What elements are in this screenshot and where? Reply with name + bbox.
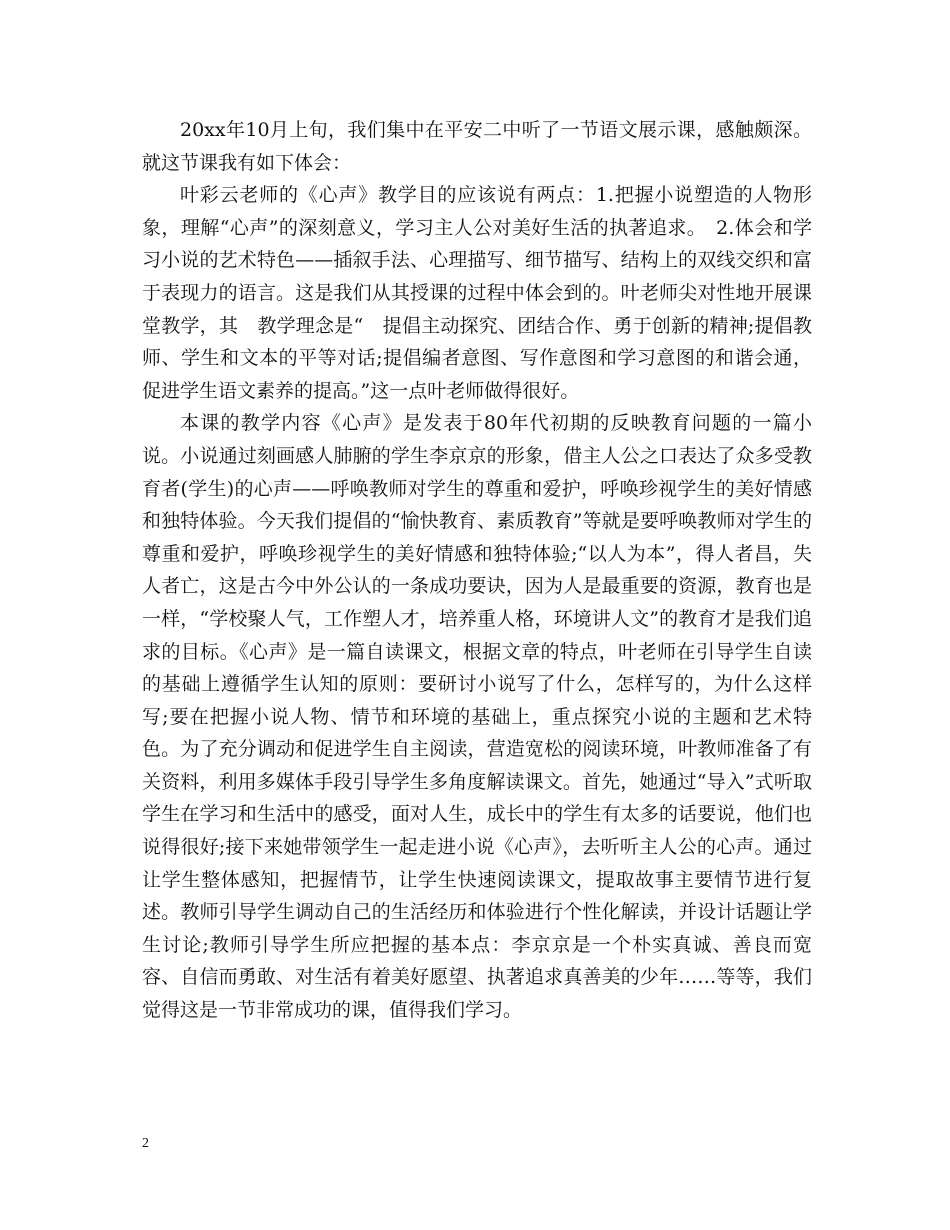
- paragraph: 本课的教学内容《心声》是发表于80年代初期的反映教育问题的一篇小说。小说通过刻画感人肺腑的学生李京京的形象，借主人公之口表达了众多受教育者(学生)的心声——呼唤教师对学生的尊重和爱护，呼唤珍视学生的美好情感和独特体验。今天我们提倡的“愉快教育、素质教育”等就是要呼唤教师对学生的尊重和爱护，呼唤珍视学生的美好情感和独特体验;“以人为本”，得人者昌，失人者亡，这是古今中外公认的一条成功要诀，因为人是最重要的资源，教育也是一样，“学校聚人气，工作塑人才，培养重人格，环境讲人文”的教育才是我们追求的目标。《心声》是一篇自读课文，根据文章的特点，叶老师在引导学生自读的基础上遵循学生认知的原则：要研讨小说写了什么，怎样写的，为什么这样写;要在把握小说人物、情节和环境的基础上，重点探究小说的主题和艺术特色。为了充分调动和促进学生自主阅读，营造宽松的阅读环境，叶教师准备了有关资料，利用多媒体手段引导学生多角度解读课文。首先，她通过“导入”式听取学生在学习和生活中的感受，面对人生，成长中的学生有太多的话要说，他们也说得很好;接下来她带领学生一起走进小说《心声》，去听听主人公的心声。通过让学生整体感知，把握情节，让学生快速阅读课文，提取故事主要情节进行复述。教师引导学生调动自己的生活经历和体验进行个性化解读，并设计话题让学生讨论;教师引导学生所应把握的基本点：李京京是一个朴实真诚、善良而宽容、自信而勇敢、对生活有着美好愿望、执著追求真善美的少年……等等，我们觉得这是一节非常成功的课，值得我们学习。: [142, 412, 812, 1022]
- body-text: [142, 114, 812, 1027]
- paragraph: 叶彩云老师的《心声》教学目的应该说有两点：1.把握小说塑造的人物形象，理解“心声”的深刻意义，学习主人公对美好生活的执著追求。 2.体会和学习小说的艺术特色——插叙手法、心理描写、细节描写、结构上的双线交织和富于表现力的语言。这是我们从其授课的过程中体会到的。叶老师尖对性地开展课堂教学，其 教学理念是“ 提倡主动探究、团结合作、勇于创新的精神;提倡教师、学生和文本的平等对话;提倡编者意图、写作意图和学习意图的和谐会通，促进学生语文素养的提高。”这一点叶老师做得很好。: [142, 184, 812, 402]
- paragraph: 20xx年10月上旬，我们集中在平安二中听了一节语文展示课，感触颇深。就这节课我有如下体会：: [142, 119, 812, 174]
- page-number: 2: [142, 1136, 149, 1151]
